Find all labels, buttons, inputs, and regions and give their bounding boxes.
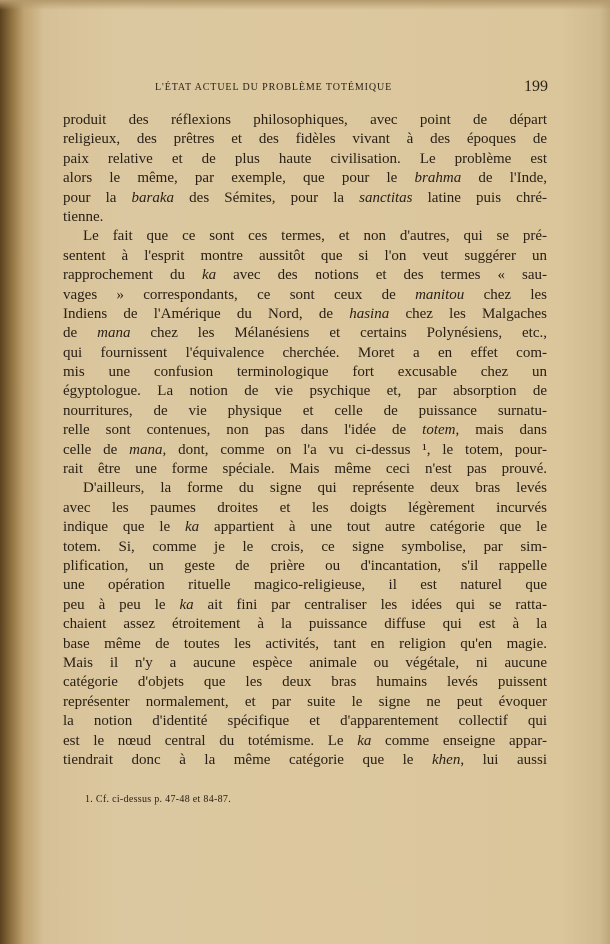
- italic-term: mana: [97, 325, 131, 342]
- text-line: [63, 402, 547, 421]
- text-segment: produit des réflexions philosophiques, avec point de départ: [63, 112, 547, 128]
- text-line: [63, 460, 547, 479]
- text-segment: chez les: [464, 286, 547, 303]
- text-segment: D'ailleurs, la forme du signe qui représente deux bras levés: [83, 480, 547, 497]
- text-line: [63, 208, 547, 227]
- page-top-shadow: [0, 0, 610, 10]
- text-segment: qui fournissent l'équivalence cherchée. Moret a en effet com-: [63, 344, 547, 361]
- text-line: [63, 596, 547, 615]
- text-segment: tiendrait donc à la même catégorie que le: [63, 751, 433, 768]
- text-line: [63, 712, 547, 731]
- italic-term: manitou: [415, 286, 465, 303]
- text-segment: peu à peu le: [63, 596, 180, 613]
- text-segment: indique que le: [63, 519, 186, 536]
- text-segment: catégorie d'objets que les deux bras humains levés puissent: [63, 674, 547, 691]
- text-segment: paix relative et de plus haute civilisation. Le problème est: [63, 150, 547, 167]
- text-segment: mis une confusion terminologique fort excusable chez un: [63, 364, 547, 381]
- text-segment: rait être une forme spéciale. Mais même ceci n'est pas prouvé.: [63, 461, 547, 478]
- footnote: 1. Cf. ci-dessus p. 47-48 et 84-87.: [85, 794, 232, 805]
- text-segment: de l'Inde,: [461, 170, 547, 187]
- text-segment: nourritures, de vie physique et celle de puissance surnatu-: [63, 402, 547, 419]
- text-segment: celle de: [63, 441, 130, 458]
- text-segment: , dont, comme on l'a vu ci-dessus ¹, le totem, pour-: [162, 441, 547, 458]
- text-line: [63, 382, 547, 401]
- running-title: L'ÉTAT ACTUEL DU PROBLÈME TOTÉMIQUE: [155, 82, 393, 93]
- body-text: [63, 111, 547, 770]
- text-segment: relle sont contenues, non pas dans l'idée de: [63, 422, 423, 439]
- text-segment: alors le même, par exemple, que pour le: [63, 170, 415, 187]
- text-segment: chez les Mélanésiens et certains Polynésiens, etc.,: [130, 325, 547, 342]
- italic-term: ka: [185, 519, 200, 536]
- text-line: [63, 751, 547, 770]
- text-line: [63, 732, 547, 751]
- text-segment: égyptologue. La notion de vie psychique et, par absorption de: [63, 383, 547, 400]
- italic-term: sanctitas: [359, 189, 413, 206]
- text-segment: une opération rituelle magico-religieuse, il est naturel que: [63, 577, 547, 594]
- text-line: [63, 518, 547, 537]
- text-line: [63, 479, 547, 498]
- text-line: [63, 150, 547, 169]
- text-line: [63, 635, 547, 654]
- italic-term: baraka: [131, 189, 175, 206]
- text-segment: pour la: [63, 189, 132, 206]
- italic-term: ka: [179, 596, 194, 613]
- italic-term: khen: [432, 751, 461, 768]
- text-segment: avec les paumes droites et les doigts légèrement incurvés: [63, 499, 547, 516]
- text-line: [63, 499, 547, 518]
- text-segment: de: [63, 325, 98, 342]
- text-line: [63, 557, 547, 576]
- text-segment: , lui aussi: [460, 751, 547, 768]
- text-line: [63, 344, 547, 363]
- italic-term: hasina: [349, 305, 390, 322]
- page-header: [62, 78, 548, 98]
- text-segment: la notion d'identité spécifique et d'apparentement collectif qui: [63, 713, 547, 730]
- text-segment: avec des notions et des termes « sau-: [216, 267, 547, 284]
- italic-term: mana: [129, 441, 163, 458]
- italic-term: brahma: [414, 170, 462, 187]
- text-segment: , mais dans: [455, 422, 547, 439]
- text-line: [63, 247, 547, 266]
- text-segment: totem. Si, comme je le crois, ce signe symbolise, par sim-: [63, 538, 547, 555]
- text-segment: chez les Malgaches: [389, 305, 547, 322]
- italic-term: totem: [422, 422, 456, 439]
- text-line: [63, 324, 547, 343]
- text-line: [63, 227, 547, 246]
- text-segment: appartient à une tout autre catégorie que le: [199, 519, 547, 536]
- text-segment: représenter normalement, et par suite le signe ne peut évoquer: [63, 693, 547, 710]
- text-segment: comme enseigne appar-: [371, 732, 547, 749]
- text-line: [63, 286, 547, 305]
- text-line: [63, 169, 547, 188]
- text-line: [63, 673, 547, 692]
- text-segment: Mais il n'y a aucune espèce animale ou végétale, ni aucune: [63, 654, 547, 671]
- text-line: [63, 421, 547, 440]
- text-segment: plification, un geste de prière ou d'incantation, s'il rappelle: [63, 557, 547, 574]
- text-line: [63, 130, 547, 149]
- page-number: 199: [524, 78, 548, 95]
- text-segment: chaient assez étroitement à la puissance diffuse qui est à la: [63, 616, 547, 633]
- italic-term: ka: [357, 732, 372, 749]
- text-line: [63, 538, 547, 557]
- text-line: [63, 693, 547, 712]
- text-segment: des Sémites, pour la: [174, 189, 360, 206]
- text-segment: tienne.: [63, 208, 104, 225]
- text-segment: Le fait que ce sont ces termes, et non d'autres, qui se pré-: [83, 228, 547, 245]
- text-line: [63, 615, 547, 634]
- text-segment: est le nœud central du totémisme. Le: [63, 732, 358, 749]
- text-line: [63, 189, 547, 208]
- text-line: [63, 654, 547, 673]
- text-line: [63, 266, 547, 285]
- text-line: [63, 305, 547, 324]
- text-segment: latine puis chré-: [412, 189, 547, 206]
- text-segment: rapprochement du: [63, 267, 202, 284]
- italic-term: ka: [201, 267, 217, 284]
- text-line: [63, 111, 547, 130]
- text-line: [63, 441, 547, 460]
- text-segment: vages » correspondants, ce sont ceux de: [63, 286, 416, 303]
- text-segment: sentent à l'esprit montre aussitôt que si l'on veut suggérer un: [63, 247, 547, 264]
- text-line: [63, 363, 547, 382]
- text-segment: religieux, des prêtres et des fidèles vivant à des époques de: [63, 131, 547, 148]
- text-segment: ait fini par centraliser les idées qui se ratta-: [193, 596, 547, 613]
- text-segment: Indiens de l'Amérique du Nord, de: [63, 305, 350, 322]
- text-line: [63, 576, 547, 595]
- text-segment: base même de toutes les activités, tant en religion qu'en magie.: [63, 635, 547, 652]
